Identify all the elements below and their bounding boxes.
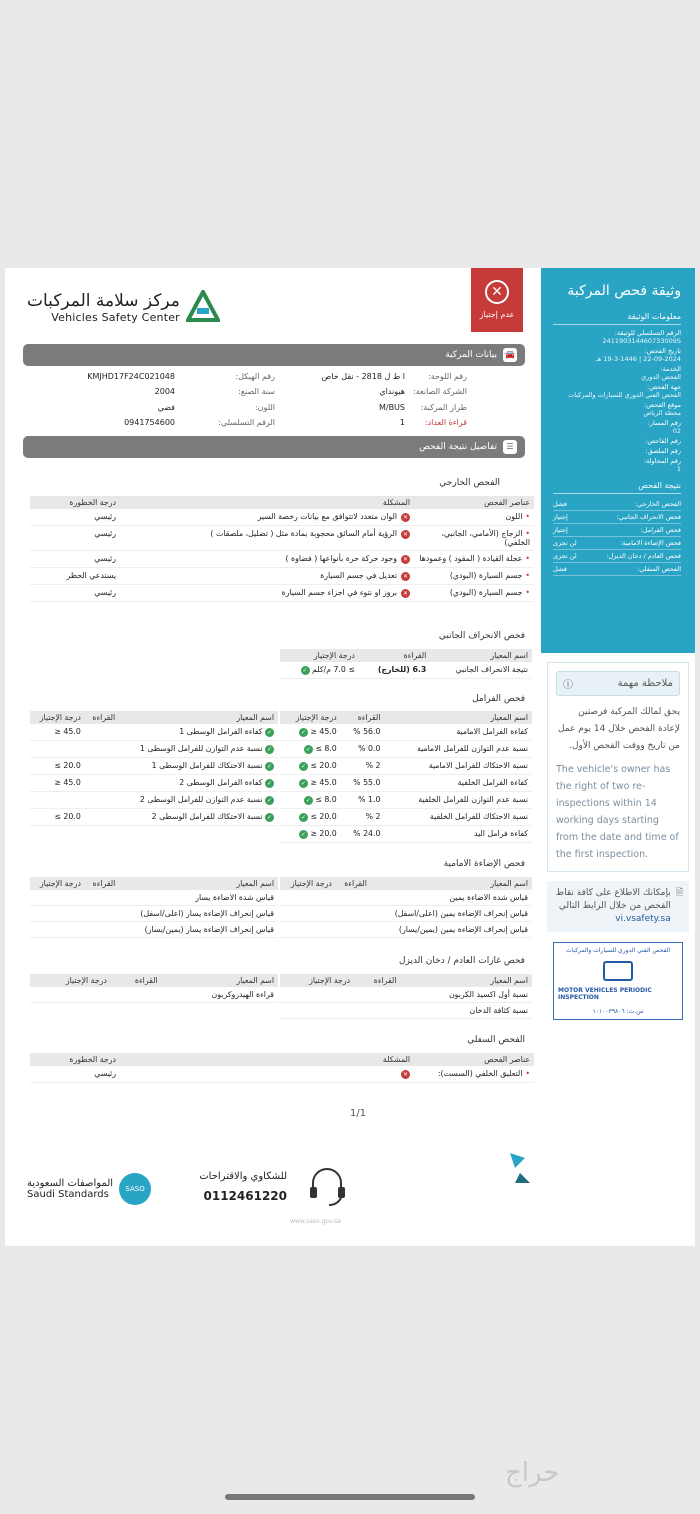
car-icon: 🚘 — [503, 348, 517, 362]
saso-icon: SASO — [119, 1173, 151, 1205]
table-row: نسبة أول اكسيد الكربون — [280, 987, 532, 1003]
table-row: ✓ نسبة عدم التوازن للفرامل الوسطى 2 — [30, 792, 278, 809]
document-title: وثيقة فحص المركبة — [567, 283, 681, 299]
table-row: قياس إنحراف الإضاءة يسار (اعلى/اسفل) — [30, 906, 278, 922]
vehicle-data-bar: 🚘 بيانات المركبة — [23, 344, 525, 366]
table-row: ✓ نسبة الاحتكاك للفرامل الوسطى 2 20.0 ≥ — [30, 809, 278, 826]
table-row: نسبة الاحتكاك للفرامل الخلفية 2 % 20.0 ≥ ✓ — [280, 809, 532, 826]
portal-link[interactable]: vi.vsafety.sa — [615, 914, 671, 924]
result-row: الفحص الخارجي: فشل — [553, 498, 681, 511]
table-row: •اللون ✕الوان متعدد لاتتوافق مع بيانات رخصة السير رئيسي — [30, 509, 534, 526]
table-row: كفاءة فرامل اليد 24.0 % 20.0 ≤ ✓ — [280, 826, 532, 843]
brakes-table-right: اسم المعيار القراءة درجة الإجتياز كفاءة الفرامل الامامية 56.0 % 45.0 ≤ ✓ نسبة عدم التوازن للفرامل الامامية 0.0 % 8.0 ≥ ✓ نسبة الاحتكاك للفرامل الامامية 2 % 20.0 ≥ ✓ كفاءة الفرامل الخلفية 55.0 % 45.0 ≤ ✓ نسبة عدم التوازن للفرامل الخلفية 1.0 % 8.0 ≥ ✓ نسبة الاحتكاك للفرامل الخلفية 2 % 20.0 ≥ ✓ كفاءة فرامل اليد 24.0 % 20.0 ≤ ✓ — [280, 711, 532, 843]
document-info: وثيقة فحص المركبة معلومات الوثيقة الرقم التسلسلي للوثيقة: 241190314460733009S تاريخ الفحص: 22-09-2024 | 19-3-1446 هـ الخدمة: الفحص الدوري جهة الفحص: الفحص الفني الدوري للسيارات والمركبات موقع الفحص: محطة الرياض رقم المسار: 02 رقم الفاحص: رقم الملصق: رقم المحاولة: 1 نتيجة الفحص الفحص الخارجي: فشل فحص الانحراف الجانبي: إجتياز فحص الفرامل: إجتياز فحص الإضاءة الامامية: لن تجرى فحص العادم / دخان الديزل: لن تجرى الفحص السفلي: فشل — [541, 268, 695, 653]
table-row: نسبة عدم التوازن للفرامل الخلفية 1.0 % 8.0 ≥ ✓ — [280, 792, 532, 809]
under-table: عناصر الفحص المشكلة درجة الخطورة •التعليق الخلفي (السست): ✕ رئيسي — [30, 1053, 534, 1083]
plate-value: ا ط ل 2818 - نقل خاص — [321, 372, 405, 381]
inspection-document — [5, 268, 695, 1246]
brakes-table-left: اسم المعيار القراءة درجة الإجتياز ✓ كفاءة الفرامل الوسطى 1 45.0 ≤ ✓ نسبة عدم التوازن للفرامل الوسطى 1 ✓ نسبة الاحتكاك للفرامل الوسطى 1 20.0 ≥ ✓ كفاءة الفرامل الوسطى 2 45.0 ≤ ✓ نسبة عدم التوازن للفرامل الوسطى 2 ✓ نسبة الاحتكاك للفرامل الوسطى 2 20.0 ≥ — [30, 711, 278, 826]
table-row: قياس شدة الاضاءة يسار — [30, 890, 278, 906]
table-row: ✓ كفاءة الفرامل الوسطى 1 45.0 ≤ — [30, 724, 278, 741]
table-row: قياس إنحراف الإضاءة يمين (اعلى/اسفل) — [280, 906, 532, 922]
truck-icon — [603, 961, 633, 981]
table-row: •التعليق الخلفي (السست): ✕ رئيسي — [30, 1066, 534, 1083]
lights-table-right: اسم المعيار القراءة درجة الإجتياز قياس شدة الاضاءة يمين قياس إنحراف الإضاءة يمين (اعلى/اسفل) قياس إنحراف الإضاءة يمين (يمين/يسار) — [280, 877, 532, 938]
result-row: فحص العادم / دخان الديزل: لن تجرى — [553, 550, 681, 563]
table-row: قياس إنحراف الإضاءة يمين (يمين/يسار) — [280, 922, 532, 938]
table-row: •جسم السيارة (البودي) ✕تعديل في جسم السيارة يستدعي الحظر — [30, 568, 534, 585]
main-panel: مركز سلامة المركبات Vehicles Safety Center ✕ عدم إجتياز 🚘 بيانات المركبة رقم اللوحة: ا ط ل 2818 - نقل خاص رقم الهيكل: KMJHD17F24C021048 الشركة الصانعة: هيونداي سنة الصنع: 2004 طراز المركبة: M/BUS اللون: فضي قراءة العداد: 1 الرقم التسلسلي: 0941754600 ☰ تفاصيل نتيجة الفحص الفحص الخارجي عناصر الفحص المشكلة درجة الخطورة •اللون ✕الوان متعدد لاتتوافق مع بيانات رخصة السير رئيسي •الزجاج (الأمامي، الجانبي، الخلفي) ✕الرؤية أمام السائق محجوبة بمادة مثل ( تضليل، ملصقات ) رئيسي •عجلة القيادة ( المقود ) وعمودها ✕وجود حركة حرة بأنواعها ( فضاوة ) رئيسي •جسم السيارة (البودي) ✕تعديل في جسم السيارة يستدعي الحظر •جسم السيارة (البودي) ✕بروز او نتوء في اجزاء جسم السيارة رئيسي فحص الانحراف الجانبي اسم المعيار القراءة درجة الإجتياز نتيجة الانحراف الجانبي 6.3 (للخارج) ≥ 7.0 م/كلم ✓ فحص الفرامل اسم المعيار القراءة درجة الإجتياز كفاءة الفرامل الامامية 56.0 % 45.0 ≤ ✓ نسبة عدم التوازن للفرامل الامامية 0.0 % 8.0 ≥ ✓ نسبة الاحتكاك للفرامل الامامية 2 % 20.0 ≥ ✓ كفاءة الفرامل الخلفية 55.0 % 45.0 ≤ ✓ نسبة عدم التوازن للفرامل الخلفية 1.0 % 8.0 ≥ ✓ نسبة الاحتكاك للفرامل الخلفية 2 % 20.0 ≥ ✓ كفاءة فرامل اليد 24.0 % 20.0 ≤ ✓ اسم المعيار القراءة درجة الإجتياز ✓ كفاءة الفرامل الوسطى 1 45.0 ≤ ✓ نسبة عدم التوازن للفرامل الوسطى 1 ✓ نسبة الاحتكاك للفرامل الوسطى 1 20.0 ≥ ✓ كفاءة الفرامل الوسطى 2 45.0 ≤ ✓ نسبة عدم التوازن للفرامل الوسطى 2 ✓ نسبة الاحتكاك للفرامل الوسطى 2 20.0 ≥ فحص الإضاءة الامامية اسم المعيار القراءة درجة الإجتياز قياس شدة الاضاءة يمين قياس إنحراف الإضاءة يمين (اعلى/اسفل) قياس إنحراف الإضاءة يمين (يمين/يسار) اسم المعيار القراءة درجة الإجتياز قياس شدة الاضاءة يسار قياس إنحراف الإضاءة يسار (اعلى/اسفل) قياس إنحراف الإضاءة يسار (يمين/يسار) فحص غازات العادم / دخان الديزل اسم المعيار القراءة درجة الإجتياز نسبة أول اكسيد الكربون نسبة كثافة الدخان اسم المعيار القراءة درجة الإجتياز قراءة الهيدروكربون الفحص السفلي عناصر الفحص المشكلة درجة الخطورة •التعليق الخلفي (السست): ✕ رئيسي 1/1 المواصفات السعودية Saudi Standards SASO للشكاوي والاقتراحات 0112461220 www.saso.gov.sa — [5, 268, 540, 1246]
fail-icon: ✕ — [402, 573, 409, 580]
pass-icon: ✓ — [302, 667, 308, 674]
table-row: ✓ كفاءة الفرامل الوسطى 2 45.0 ≤ — [30, 775, 278, 792]
table-row: ✓ نسبة الاحتكاك للفرامل الوسطى 1 20.0 ≥ — [30, 758, 278, 775]
result-row: الفحص السفلي: فشل — [553, 563, 681, 576]
home-indicator — [225, 1494, 475, 1500]
website-link[interactable]: www.saso.gov.sa — [290, 1218, 341, 1225]
triangle-logo-icon — [186, 290, 220, 324]
center-name-ar: مركز سلامة المركبات — [27, 290, 180, 311]
table-row: كفاءة الفرامل الخلفية 55.0 % 45.0 ≤ ✓ — [280, 775, 532, 792]
emissions-table-right: اسم المعيار القراءة درجة الإجتياز نسبة أول اكسيد الكربون نسبة كثافة الدخان — [280, 974, 532, 1019]
info-icon: ⓘ — [563, 680, 573, 691]
exterior-title: الفحص الخارجي — [439, 478, 500, 488]
fail-status-badge — [471, 268, 523, 332]
table-row: نتيجة الانحراف الجانبي 6.3 (للخارج) ≥ 7.0 م/كلم ✓ — [280, 662, 532, 679]
table-row: •جسم السيارة (البودي) ✕بروز او نتوء في اجزاء جسم السيارة رئيسي — [30, 585, 534, 602]
emissions-table-left: اسم المعيار القراءة درجة الإجتياز قراءة الهيدروكربون — [30, 974, 278, 1003]
status-label: عدم إجتياز — [479, 310, 515, 319]
vsc-logo — [27, 290, 220, 324]
results-bar: ☰ تفاصيل نتيجة الفحص — [23, 436, 525, 458]
page-number: 1/1 — [350, 1108, 367, 1119]
side-slip-table: اسم المعيار القراءة درجة الإجتياز نتيجة الانحراف الجانبي 6.3 (للخارج) ≥ 7.0 م/كلم ✓ — [280, 649, 532, 679]
footer — [5, 1148, 540, 1246]
chassis-value: KMJHD17F24C021048 — [87, 372, 175, 381]
clipboard-icon: ☰ — [503, 440, 517, 454]
close-icon: ✕ — [485, 280, 509, 304]
table-row: •الزجاج (الأمامي، الجانبي، الخلفي) ✕الرؤية أمام السائق محجوبة بمادة مثل ( تضليل، ملصقات ) رئيسي — [30, 526, 534, 551]
inspection-stamp: الفحص الفني الدوري للسيارات والمركبات MOTOR VEHICLES PERIODIC INSPECTION س.ت: ١٠١٠٠٣٩٨٠٦ — [553, 942, 683, 1020]
fail-icon: ✕ — [402, 531, 409, 538]
table-row: ✓ نسبة عدم التوازن للفرامل الوسطى 1 — [30, 741, 278, 758]
result-row: فحص الانحراف الجانبي: إجتياز — [553, 511, 681, 524]
table-row: قياس إنحراف الإضاءة يسار (يمين/يسار) — [30, 922, 278, 938]
lights-table-left: اسم المعيار القراءة درجة الإجتياز قياس شدة الاضاءة يسار قياس إنحراف الإضاءة يسار (اعلى/اسفل) قياس إنحراف الإضاءة يسار (يمين/يسار) — [30, 877, 278, 938]
table-row: نسبة عدم التوازن للفرامل الامامية 0.0 % 8.0 ≥ ✓ — [280, 741, 532, 758]
result-row: فحص الفرامل: إجتياز — [553, 524, 681, 537]
center-name-en: Vehicles Safety Center — [51, 310, 180, 324]
header — [5, 268, 540, 343]
fail-icon: ✕ — [402, 1071, 409, 1078]
complaints-label: للشكاوي والاقتراحات — [199, 1171, 287, 1182]
table-row: •عجلة القيادة ( المقود ) وعمودها ✕وجود حركة حرة بأنواعها ( فضاوة ) رئيسي — [30, 551, 534, 568]
saso-logo: المواصفات السعودية Saudi Standards SASO — [27, 1173, 151, 1205]
table-row: كفاءة الفرامل الامامية 56.0 % 45.0 ≤ ✓ — [280, 724, 532, 741]
document-icon: 🗎 — [675, 888, 683, 898]
complaints-phone[interactable]: 0112461220 — [203, 1189, 287, 1203]
fail-icon: ✕ — [402, 590, 409, 597]
result-row: فحص الإضاءة الامامية: لن تجرى — [553, 537, 681, 550]
important-note: ملاحظة مهمة ⓘ يحق لمالك المركبة فرصتين لإعادة الفحص خلال 14 يوم عمل من تاريخ ووقت الفحص الأول. The vehicle's owner has the right of two re-inspections within 14 working days starting from the date and time of the first inspection. — [547, 662, 689, 872]
portal-link-box: 🗎 بإمكانك الاطلاع على كافة نقاط الفحص من خلال الرابط التالي vi.vsafety.sa — [547, 881, 689, 932]
decor-triangle-icon — [500, 1148, 540, 1188]
table-row: قياس شدة الاضاءة يمين — [280, 890, 532, 906]
fail-icon: ✕ — [402, 556, 409, 563]
table-row: نسبة الاحتكاك للفرامل الامامية 2 % 20.0 ≥ ✓ — [280, 758, 532, 775]
exterior-table: عناصر الفحص المشكلة درجة الخطورة •اللون ✕الوان متعدد لاتتوافق مع بيانات رخصة السير رئيسي •الزجاج (الأمامي، الجانبي، الخلفي) ✕الرؤية أمام السائق محجوبة بمادة مثل ( تضليل، ملصقات ) رئيسي •عجلة القيادة ( المقود ) وعمودها ✕وجود حركة حرة بأنواعها ( فضاوة ) رئيسي •جسم السيارة (البودي) ✕تعديل في جسم السيارة يستدعي الحظر •جسم السيارة (البودي) ✕بروز او نتوء في اجزاء جسم السيارة رئيسي — [30, 496, 534, 602]
side-panel — [541, 268, 695, 1246]
watermark: حراج — [505, 1458, 560, 1488]
table-row: قراءة الهيدروكربون — [30, 987, 278, 1003]
fail-icon: ✕ — [402, 514, 409, 521]
headset-icon — [305, 1163, 350, 1208]
table-row: نسبة كثافة الدخان — [280, 1003, 532, 1019]
